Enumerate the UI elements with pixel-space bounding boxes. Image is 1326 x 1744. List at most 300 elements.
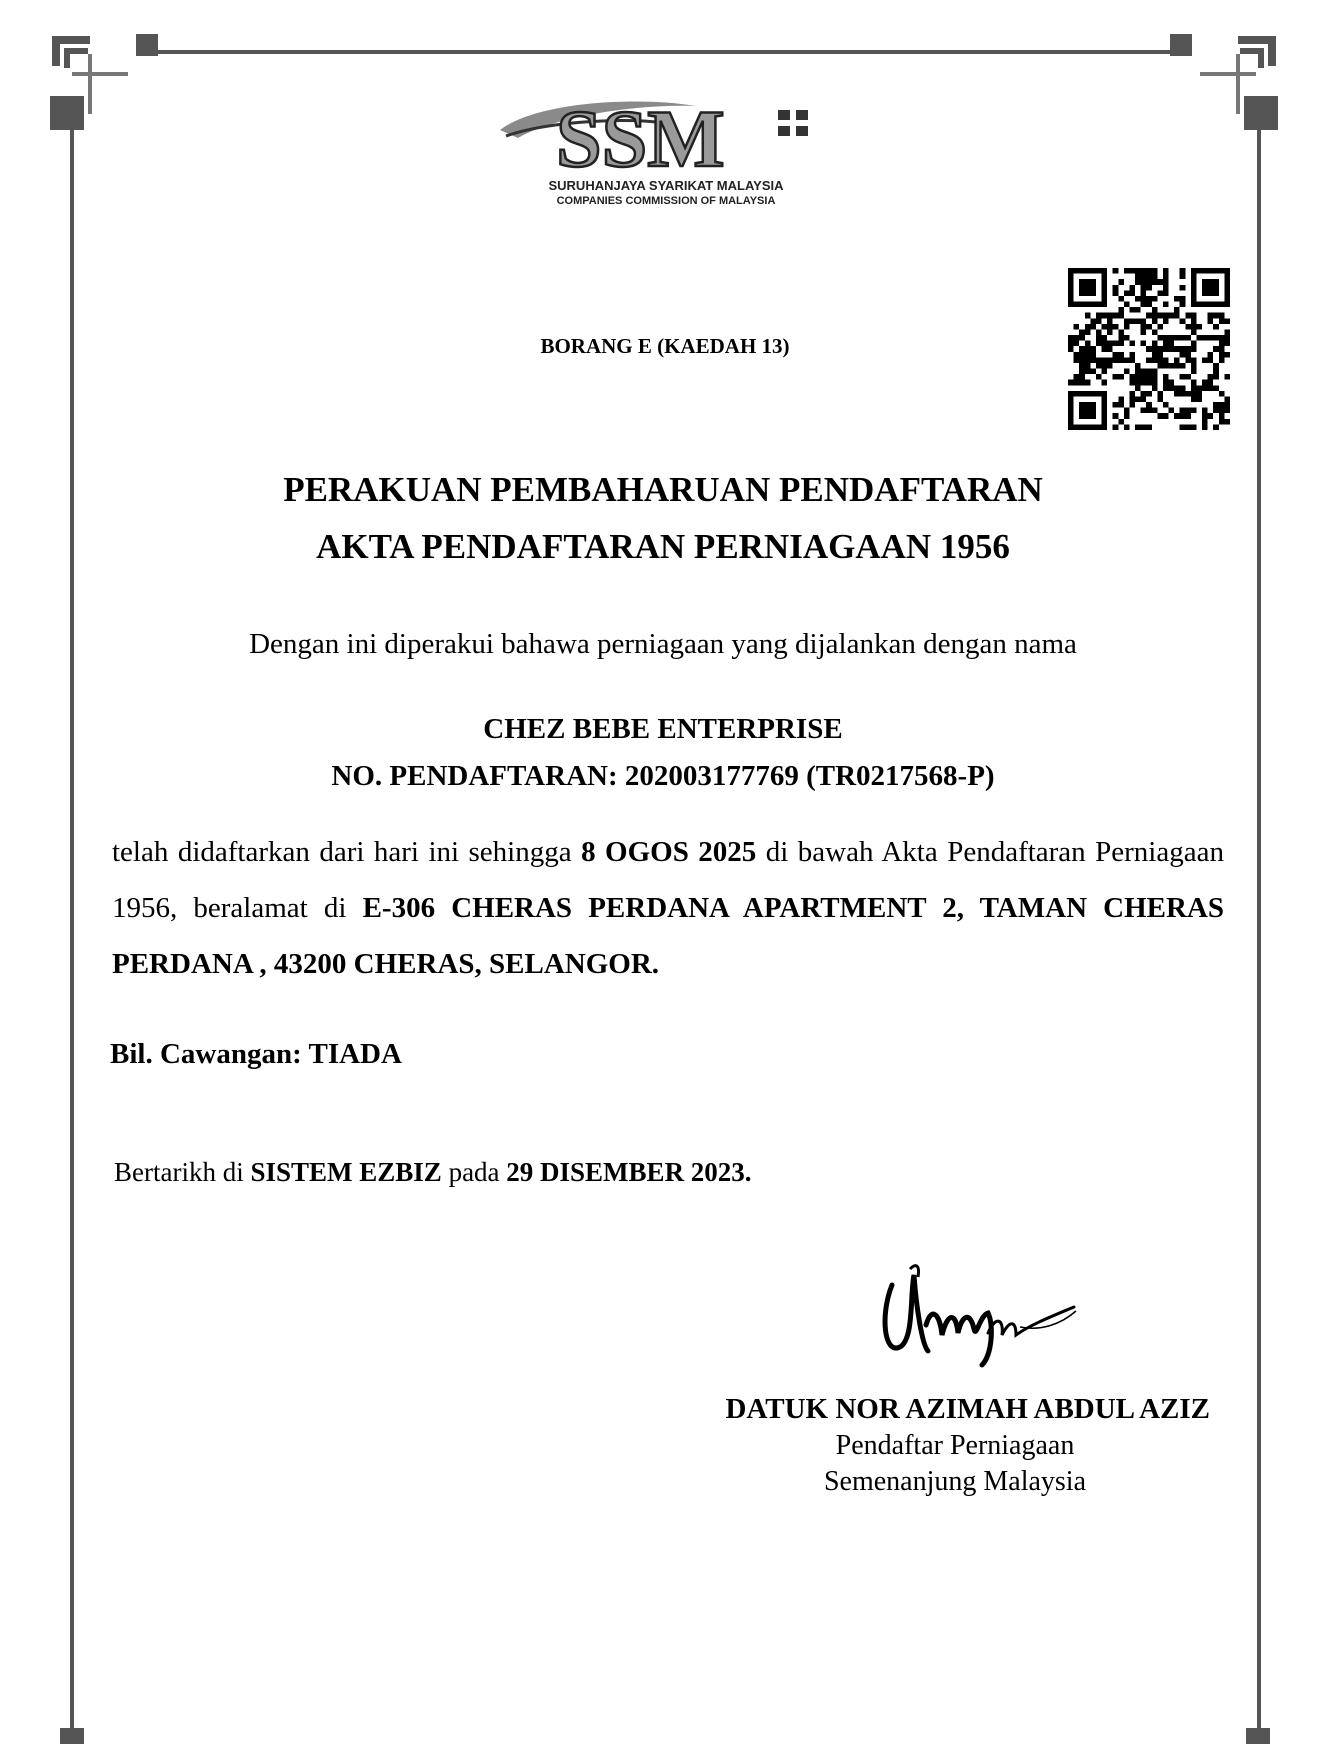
qr-module (1202, 302, 1208, 308)
qr-module (1219, 268, 1225, 274)
qr-module (1074, 391, 1080, 397)
qr-module (1208, 302, 1214, 308)
qr-module (1180, 408, 1186, 414)
qr-module (1224, 318, 1230, 324)
qr-module (1213, 363, 1219, 369)
qr-module (1213, 385, 1219, 391)
qr-module (1157, 335, 1163, 341)
qr-module (1208, 335, 1214, 341)
registration-statement (112, 824, 1224, 992)
qr-module (1124, 357, 1130, 363)
qr-module (1146, 391, 1152, 397)
qr-module (1163, 402, 1169, 408)
qr-module (1085, 408, 1091, 414)
qr-module (1191, 324, 1197, 330)
qr-module (1118, 402, 1124, 408)
qr-module (1208, 313, 1214, 319)
qr-module (1202, 413, 1208, 419)
qr-module (1135, 369, 1141, 375)
qr-module (1174, 363, 1180, 369)
qr-module (1141, 424, 1147, 430)
qr-module (1191, 285, 1197, 291)
qr-module (1085, 279, 1091, 285)
qr-module (1174, 296, 1180, 302)
qr-module (1090, 285, 1096, 291)
corner-ornament-top-left (50, 34, 160, 134)
qr-module (1185, 408, 1191, 414)
qr-module (1219, 313, 1225, 319)
qr-module (1174, 313, 1180, 319)
qr-module (1090, 279, 1096, 285)
qr-module (1169, 346, 1175, 352)
qr-module (1191, 268, 1197, 274)
qr-module (1079, 357, 1085, 363)
qr-module (1152, 279, 1158, 285)
qr-module (1068, 279, 1074, 285)
qr-module (1163, 380, 1169, 386)
qr-module (1085, 302, 1091, 308)
qr-module (1141, 391, 1147, 397)
qr-module (1157, 279, 1163, 285)
qr-module (1174, 335, 1180, 341)
qr-module (1163, 335, 1169, 341)
qr-module (1141, 329, 1147, 335)
qr-code-icon[interactable] (1068, 268, 1230, 430)
qr-module (1191, 396, 1197, 402)
frame-bottom-left-stub (60, 1728, 84, 1744)
qr-module (1163, 413, 1169, 419)
qr-module (1152, 268, 1158, 274)
qr-module (1135, 274, 1141, 280)
qr-module (1129, 285, 1135, 291)
qr-module (1208, 413, 1214, 419)
qr-module (1141, 341, 1147, 347)
qr-module (1129, 374, 1135, 380)
qr-module (1068, 296, 1074, 302)
qr-module (1090, 268, 1096, 274)
qr-module (1074, 341, 1080, 347)
qr-module (1102, 419, 1108, 425)
qr-module (1102, 413, 1108, 419)
qr-module (1118, 307, 1124, 313)
qr-module (1113, 402, 1119, 408)
qr-module (1141, 369, 1147, 375)
qr-module (1180, 318, 1186, 324)
qr-module (1208, 290, 1214, 296)
org-name-ms: SURUHANJAYA SYARIKAT MALAYSIA (548, 178, 784, 193)
qr-module (1135, 374, 1141, 380)
qr-module (1074, 302, 1080, 308)
qr-module (1180, 302, 1186, 308)
qr-module (1185, 413, 1191, 419)
qr-module (1202, 380, 1208, 386)
qr-module (1174, 413, 1180, 419)
qr-module (1169, 408, 1175, 414)
qr-module (1146, 380, 1152, 386)
qr-module (1090, 290, 1096, 296)
qr-module (1118, 419, 1124, 425)
qr-module (1107, 346, 1113, 352)
qr-module (1219, 341, 1225, 347)
qr-module (1118, 335, 1124, 341)
qr-module (1196, 302, 1202, 308)
dated-statement (114, 1157, 752, 1188)
qr-module (1096, 302, 1102, 308)
qr-module (1213, 424, 1219, 430)
qr-module (1146, 374, 1152, 380)
qr-module (1157, 396, 1163, 402)
qr-module (1224, 290, 1230, 296)
qr-module (1085, 363, 1091, 369)
qr-module (1124, 318, 1130, 324)
qr-module (1079, 380, 1085, 386)
qr-module (1079, 352, 1085, 358)
qr-module (1191, 385, 1197, 391)
qr-module (1185, 346, 1191, 352)
business-name: CHEZ BEBE ENTERPRISE (483, 713, 843, 745)
qr-module (1191, 279, 1197, 285)
qr-module (1208, 380, 1214, 386)
logo-lettering: SSM (556, 93, 725, 184)
qr-module (1163, 357, 1169, 363)
qr-module (1146, 357, 1152, 363)
qr-module (1224, 408, 1230, 414)
qr-module (1141, 279, 1147, 285)
qr-module (1180, 413, 1186, 419)
qr-module (1202, 285, 1208, 291)
qr-module (1118, 396, 1124, 402)
qr-module (1074, 357, 1080, 363)
qr-module (1102, 357, 1108, 363)
qr-module (1152, 296, 1158, 302)
qr-module (1068, 268, 1074, 274)
ssm-logo (496, 92, 836, 210)
qr-module (1157, 324, 1163, 330)
qr-module (1213, 290, 1219, 296)
qr-module (1180, 268, 1186, 274)
qr-module (1219, 413, 1225, 419)
qr-module (1096, 318, 1102, 324)
qr-module (1085, 424, 1091, 430)
qr-module (1191, 408, 1197, 414)
qr-module (1157, 363, 1163, 369)
qr-module (1102, 396, 1108, 402)
qr-module (1202, 357, 1208, 363)
qr-module (1163, 268, 1169, 274)
qr-module (1141, 324, 1147, 330)
qr-module (1107, 329, 1113, 335)
qr-module (1118, 329, 1124, 335)
qr-module (1152, 313, 1158, 319)
qr-module (1113, 313, 1119, 319)
qr-module (1213, 285, 1219, 291)
qr-module (1102, 268, 1108, 274)
qr-module (1129, 290, 1135, 296)
qr-module (1202, 335, 1208, 341)
qr-module (1079, 391, 1085, 397)
qr-module (1219, 391, 1225, 397)
qr-module (1085, 285, 1091, 291)
qr-module (1152, 346, 1158, 352)
qr-module (1191, 424, 1197, 430)
dated-middle: pada (441, 1157, 507, 1187)
qr-module (1157, 346, 1163, 352)
qr-module (1102, 285, 1108, 291)
qr-module (1152, 380, 1158, 386)
qr-module (1180, 363, 1186, 369)
qr-module (1079, 369, 1085, 375)
qr-module (1096, 313, 1102, 319)
qr-module (1208, 352, 1214, 358)
qr-module (1146, 313, 1152, 319)
qr-module (1224, 279, 1230, 285)
qr-module (1118, 279, 1124, 285)
qr-module (1079, 374, 1085, 380)
qr-module (1152, 341, 1158, 347)
qr-module (1102, 290, 1108, 296)
qr-module (1202, 424, 1208, 430)
qr-module (1074, 352, 1080, 358)
qr-module (1135, 363, 1141, 369)
qr-module (1157, 413, 1163, 419)
qr-module (1113, 341, 1119, 347)
qr-module (1202, 290, 1208, 296)
qr-module (1180, 424, 1186, 430)
qr-module (1146, 279, 1152, 285)
qr-module (1219, 352, 1225, 358)
qr-module (1146, 285, 1152, 291)
qr-module (1185, 324, 1191, 330)
qr-module (1180, 385, 1186, 391)
qr-module (1141, 302, 1147, 308)
qr-module (1180, 346, 1186, 352)
qr-module (1090, 346, 1096, 352)
qr-module (1146, 302, 1152, 308)
frame-top (150, 50, 1180, 54)
qr-module (1079, 290, 1085, 296)
qr-module (1129, 268, 1135, 274)
qr-module (1135, 385, 1141, 391)
qr-module (1180, 374, 1186, 380)
qr-module (1141, 268, 1147, 274)
qr-module (1169, 380, 1175, 386)
qr-module (1141, 296, 1147, 302)
qr-module (1185, 335, 1191, 341)
qr-module (1213, 335, 1219, 341)
qr-module (1102, 380, 1108, 386)
qr-module (1202, 385, 1208, 391)
frame-bottom-right-stub (1246, 1728, 1270, 1744)
qr-module (1085, 313, 1091, 319)
qr-module (1169, 313, 1175, 319)
qr-module (1180, 296, 1186, 302)
qr-module (1079, 335, 1085, 341)
qr-module (1169, 335, 1175, 341)
qr-module (1219, 318, 1225, 324)
qr-module (1129, 357, 1135, 363)
qr-module (1068, 285, 1074, 291)
qr-module (1152, 307, 1158, 313)
signatory-name: DATUK NOR AZIMAH ABDUL AZIZ (725, 1393, 1210, 1425)
qr-module (1118, 357, 1124, 363)
qr-module (1213, 302, 1219, 308)
qr-module (1163, 346, 1169, 352)
qr-module (1180, 391, 1186, 397)
qr-module (1224, 402, 1230, 408)
qr-module (1102, 335, 1108, 341)
qr-module (1085, 391, 1091, 397)
qr-module (1113, 374, 1119, 380)
qr-module (1141, 380, 1147, 386)
qr-module (1146, 274, 1152, 280)
qr-module (1135, 424, 1141, 430)
qr-module (1146, 402, 1152, 408)
qr-module (1124, 413, 1130, 419)
qr-module (1191, 391, 1197, 397)
qr-module (1102, 363, 1108, 369)
qr-module (1152, 369, 1158, 375)
qr-module (1163, 290, 1169, 296)
qr-module (1169, 363, 1175, 369)
qr-module (1102, 408, 1108, 414)
qr-module (1107, 363, 1113, 369)
qr-module (1113, 413, 1119, 419)
qr-module (1185, 352, 1191, 358)
qr-module (1068, 419, 1074, 425)
qr-module (1118, 352, 1124, 358)
qr-module (1107, 324, 1113, 330)
qr-module (1135, 279, 1141, 285)
statement-part2: di bawah Akta Pendaftaran Perniagaan 1956, beralamat di (112, 836, 1224, 924)
qr-module (1107, 313, 1113, 319)
qr-module (1135, 268, 1141, 274)
qr-module (1191, 329, 1197, 335)
qr-module (1174, 307, 1180, 313)
qr-module (1079, 408, 1085, 414)
qr-module (1224, 341, 1230, 347)
qr-module (1068, 302, 1074, 308)
qr-module (1191, 296, 1197, 302)
qr-module (1146, 408, 1152, 414)
business-address: E-306 CHERAS PERDANA APARTMENT 2, TAMAN CHERAS PERDANA , 43200 CHERAS, SELANGOR. (112, 892, 1225, 980)
qr-module (1202, 419, 1208, 425)
qr-module (1079, 302, 1085, 308)
branch-count: Bil. Cawangan: TIADA (110, 1038, 402, 1070)
qr-module (1152, 408, 1158, 414)
qr-module (1129, 391, 1135, 397)
qr-module (1224, 302, 1230, 308)
qr-module (1191, 302, 1197, 308)
qr-module (1074, 374, 1080, 380)
certificate-title-line2: AKTA PENDAFTARAN PERNIAGAAN 1956 (316, 527, 1010, 566)
qr-module (1213, 279, 1219, 285)
qr-module (1141, 285, 1147, 291)
qr-module (1129, 341, 1135, 347)
qr-module (1124, 335, 1130, 341)
qr-module (1163, 341, 1169, 347)
qr-module (1074, 380, 1080, 386)
qr-module (1102, 424, 1108, 430)
qr-module (1185, 313, 1191, 319)
qr-module (1102, 324, 1108, 330)
qr-module (1191, 290, 1197, 296)
qr-module (1135, 307, 1141, 313)
qr-module (1096, 357, 1102, 363)
qr-module (1113, 324, 1119, 330)
qr-module (1185, 391, 1191, 397)
qr-module (1224, 419, 1230, 425)
qr-module (1085, 402, 1091, 408)
dated-system: SISTEM EZBIZ (250, 1157, 442, 1187)
qr-module (1191, 357, 1197, 363)
qr-module (1185, 424, 1191, 430)
qr-module (1196, 268, 1202, 274)
qr-module (1180, 335, 1186, 341)
qr-module (1079, 329, 1085, 335)
frame-left (70, 120, 74, 1744)
qr-module (1102, 296, 1108, 302)
qr-module (1090, 391, 1096, 397)
qr-module (1224, 374, 1230, 380)
qr-module (1068, 402, 1074, 408)
qr-module (1146, 268, 1152, 274)
qr-module (1224, 396, 1230, 402)
qr-module (1090, 369, 1096, 375)
qr-module (1102, 279, 1108, 285)
qr-module (1096, 329, 1102, 335)
qr-module (1102, 341, 1108, 347)
qr-module (1085, 324, 1091, 330)
qr-module (1152, 374, 1158, 380)
qr-module (1096, 391, 1102, 397)
qr-module (1219, 402, 1225, 408)
registration-number: NO. PENDAFTARAN: 202003177769 (TR0217568-P) (331, 760, 995, 792)
qr-module (1191, 369, 1197, 375)
qr-module (1096, 341, 1102, 347)
qr-module (1096, 335, 1102, 341)
intro-statement: Dengan ini diperakui bahawa perniagaan yang dijalankan dengan nama (249, 628, 1077, 660)
qr-module (1090, 408, 1096, 414)
qr-module (1174, 391, 1180, 397)
qr-module (1146, 324, 1152, 330)
qr-module (1202, 408, 1208, 414)
qr-module (1152, 357, 1158, 363)
qr-module (1129, 352, 1135, 358)
qr-module (1096, 424, 1102, 430)
qr-module (1085, 413, 1091, 419)
qr-module (1163, 318, 1169, 324)
qr-module (1141, 408, 1147, 414)
qr-module (1124, 302, 1130, 308)
qr-module (1107, 341, 1113, 347)
qr-module (1124, 424, 1130, 430)
qr-module (1068, 335, 1074, 341)
qr-module (1068, 396, 1074, 402)
qr-module (1213, 268, 1219, 274)
signatory-title-line2: Semenanjung Malaysia (823, 1466, 1087, 1497)
qr-module (1157, 290, 1163, 296)
qr-module (1180, 274, 1186, 280)
signature-icon (870, 1255, 1080, 1385)
qr-module (1185, 357, 1191, 363)
qr-module (1213, 313, 1219, 319)
qr-module (1135, 318, 1141, 324)
qr-module (1152, 274, 1158, 280)
qr-module (1224, 352, 1230, 358)
qr-module (1068, 290, 1074, 296)
qr-module (1146, 424, 1152, 430)
qr-module (1090, 357, 1096, 363)
